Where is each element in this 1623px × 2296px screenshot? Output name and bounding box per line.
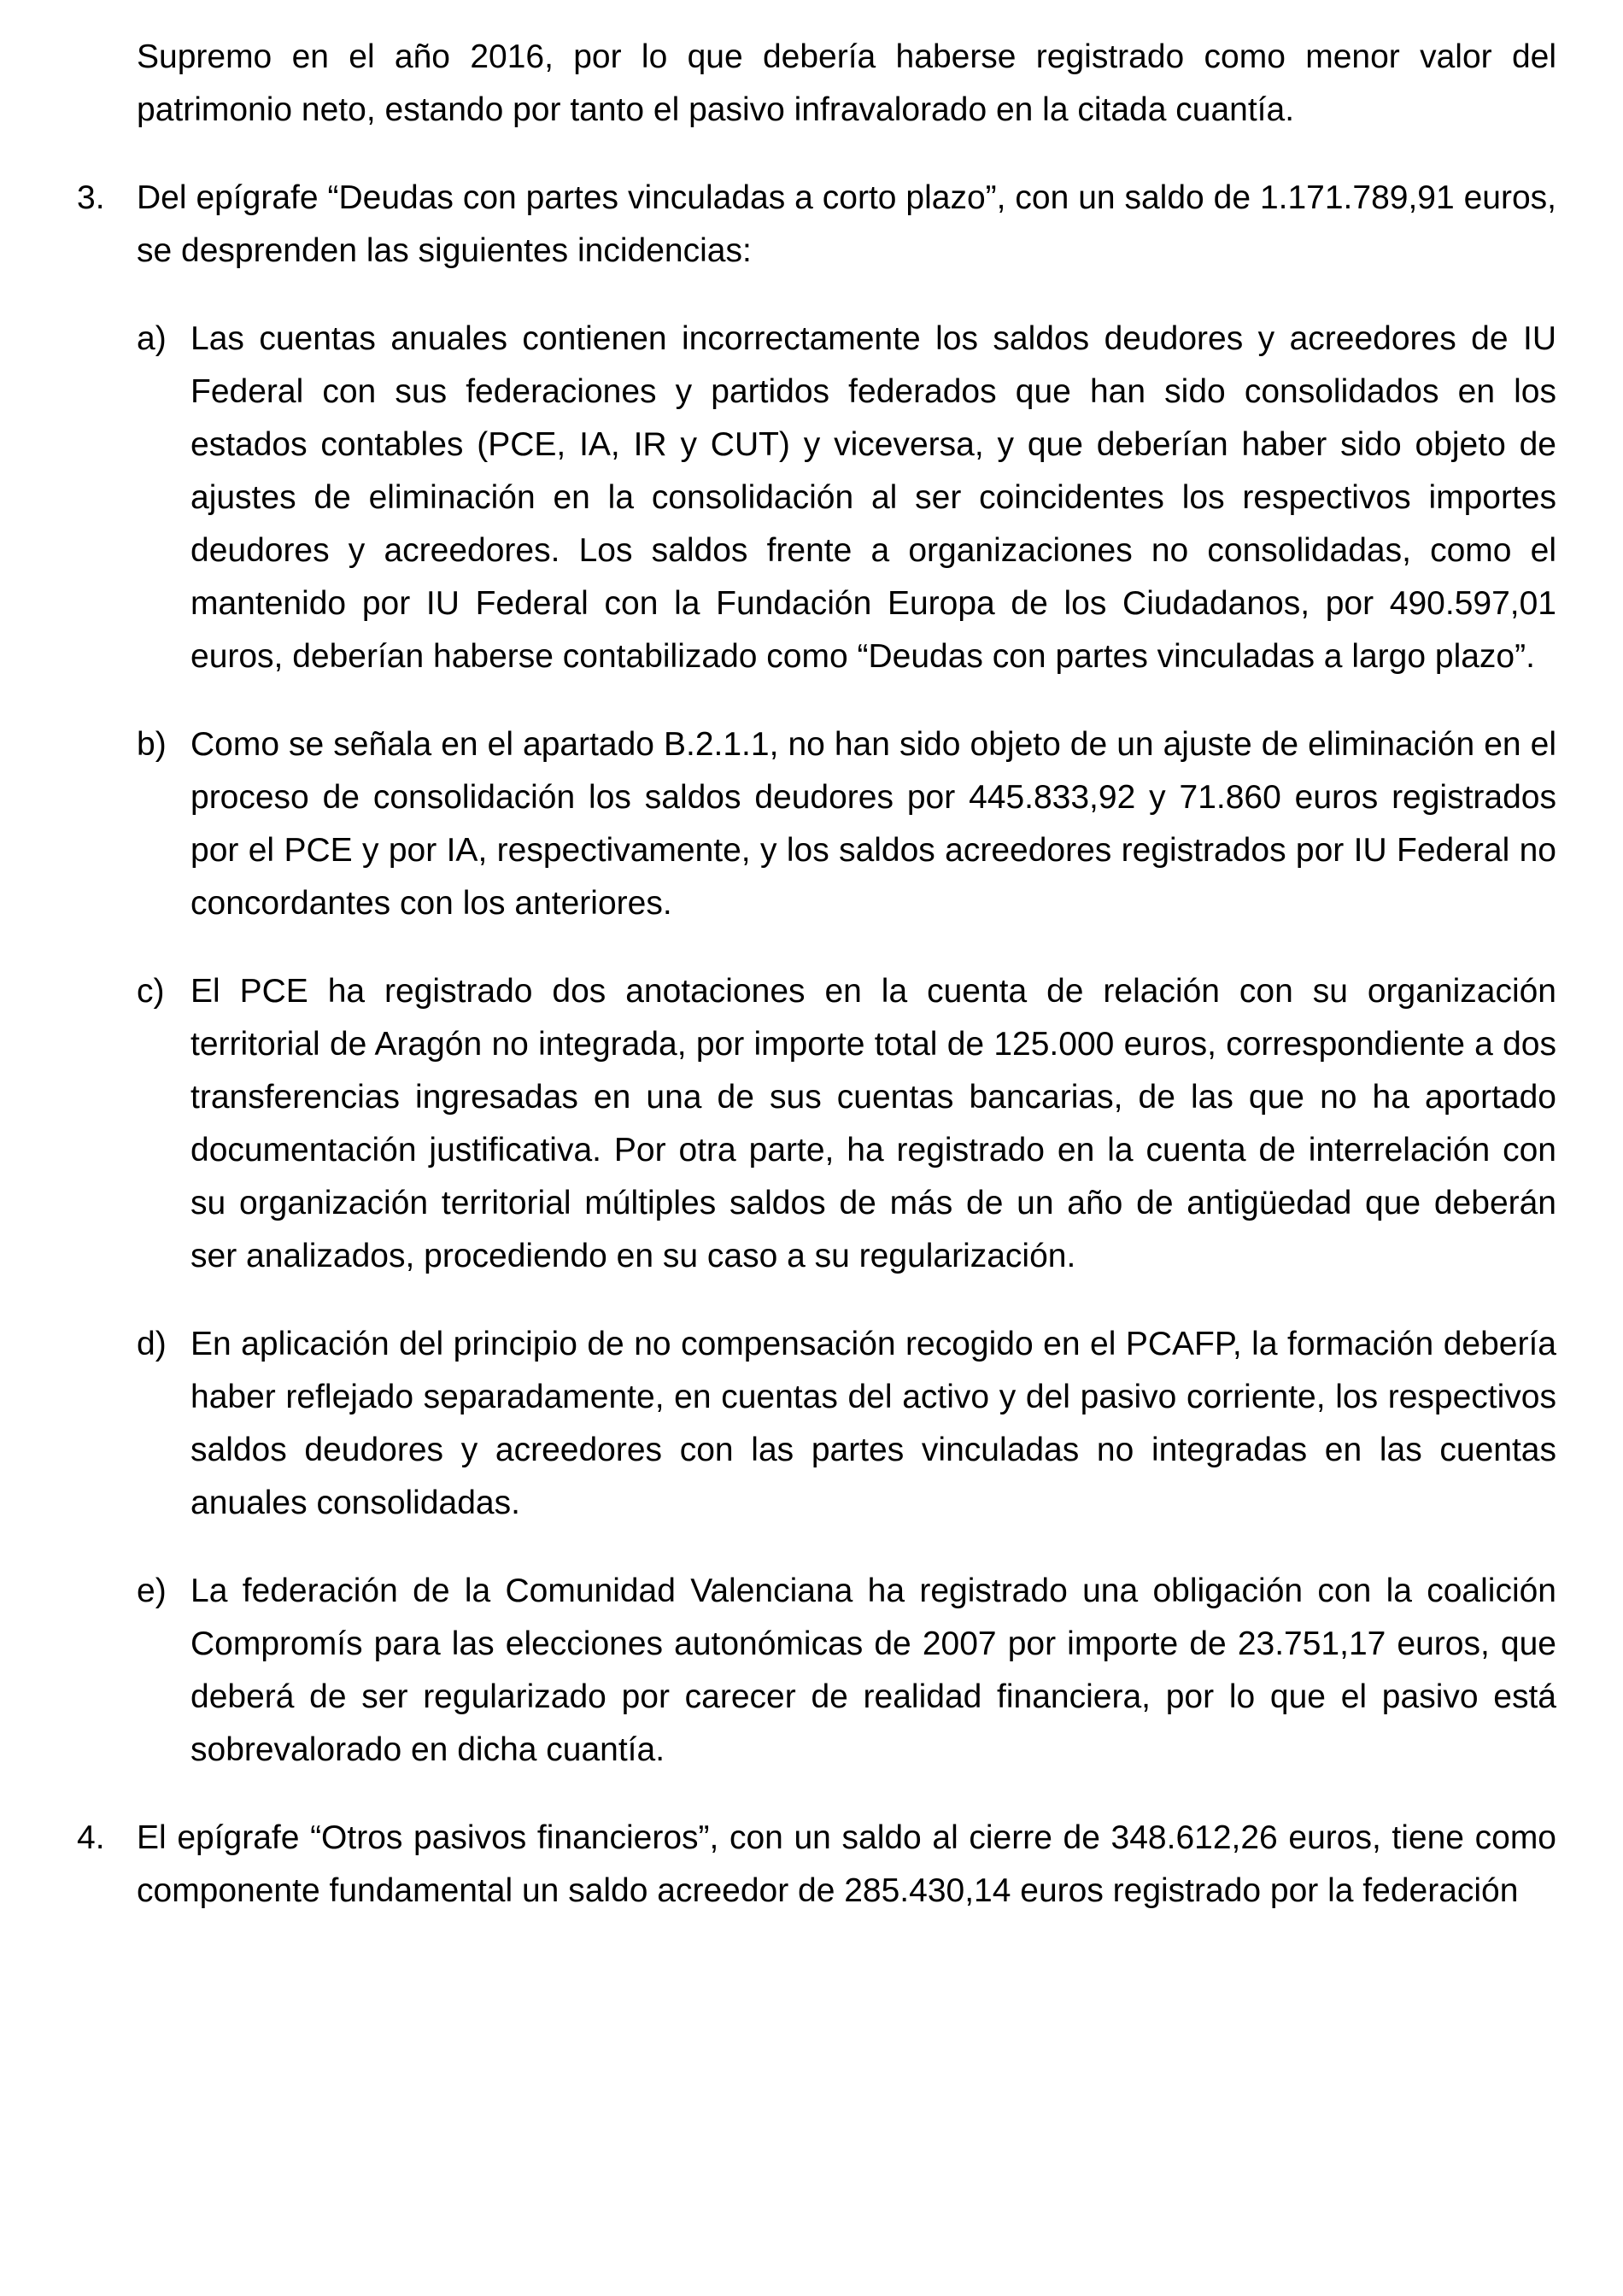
- list-item-text: Del epígrafe “Deudas con partes vinculadas a corto plazo”, con un saldo de 1.171.789,91 euros, se desprenden las siguientes incidencias:: [137, 179, 1556, 269]
- sub-item-c: [77, 965, 1556, 1283]
- list-marker: 4.: [77, 1819, 105, 1856]
- list-item-4: [77, 1812, 1556, 1918]
- sub-item-text: Como se señala en el apartado B.2.1.1, no han sido objeto de un ajuste de eliminación en el proceso de consolidación los saldos deudores por 445.833,92 y 71.860 euros registrados por el PCE y por IA, respectivamente, y los saldos acreedores registrados por IU Federal no concordantes con los anteriores.: [190, 726, 1556, 922]
- sub-item-text: La federación de la Comunidad Valenciana ha registrado una obligación con la coalición Compromís para las elecciones autonómicas de 2007 por importe de 23.751,17 euros, que deberá de ser regularizado por carecer de realidad financiera, por lo que el pasivo está sobrevalorado en dicha cuantía.: [190, 1573, 1556, 1768]
- document-body: [77, 31, 1556, 1953]
- sub-item-text: En aplicación del principio de no compensación recogido en el PCAFP, la formación debería haber reflejado separadamente, en cuentas del activo y del pasivo corriente, los respectivos saldos deudores y acreedores con las partes vinculadas no integradas en las cuentas anuales consolidadas.: [190, 1326, 1556, 1521]
- list-marker: 3.: [77, 179, 105, 216]
- sub-item-e: [77, 1565, 1556, 1777]
- list-item-3: [77, 172, 1556, 278]
- list-item-text: El epígrafe “Otros pasivos financieros”, con un saldo al cierre de 348.612,26 euros, tiene como componente fundamental un saldo acreedor de 285.430,14 euros registrado por la federación: [137, 1819, 1556, 1909]
- sub-item-text: El PCE ha registrado dos anotaciones en la cuenta de relación con su organización territorial de Aragón no integrada, por importe total de 125.000 euros, correspondiente a dos transferencias ingresadas en una de sus cuentas bancarias, de las que no ha aportado documentación justificativa. Por otra parte, ha registrado en la cuenta de interrelación con su organización territorial múltiples saldos de más de un año de antigüedad que deberán ser analizados, procediendo en su caso a su regularización.: [190, 973, 1556, 1274]
- sub-item-d: [77, 1318, 1556, 1530]
- sub-item-marker: b): [137, 726, 167, 763]
- sub-item-marker: d): [137, 1326, 167, 1362]
- sub-item-text: Las cuentas anuales contienen incorrectamente los saldos deudores y acreedores de IU Federal con sus federaciones y partidos federados que han sido consolidados en los estados contables (PCE, IA, IR y CUT) y viceversa, y que deberían haber sido objeto de ajustes de eliminación en la consolidación al ser coincidentes los respectivos importes deudores y acreedores. Los saldos frente a organizaciones no consolidadas, como el mantenido por IU Federal con la Fundación Europa de los Ciudadanos, por 490.597,01 euros, deberían haberse contabilizado como “Deudas con partes vinculadas a largo plazo”.: [190, 320, 1556, 675]
- sub-item-b: [77, 718, 1556, 930]
- sub-item-a: [77, 313, 1556, 683]
- sub-item-marker: c): [137, 973, 165, 1010]
- sub-item-marker: a): [137, 320, 167, 357]
- continuation-paragraph: Supremo en el año 2016, por lo que debería haberse registrado como menor valor del patrimonio neto, estando por tanto el pasivo infravalorado en la citada cuantía.: [137, 38, 1556, 128]
- sub-item-marker: e): [137, 1573, 167, 1609]
